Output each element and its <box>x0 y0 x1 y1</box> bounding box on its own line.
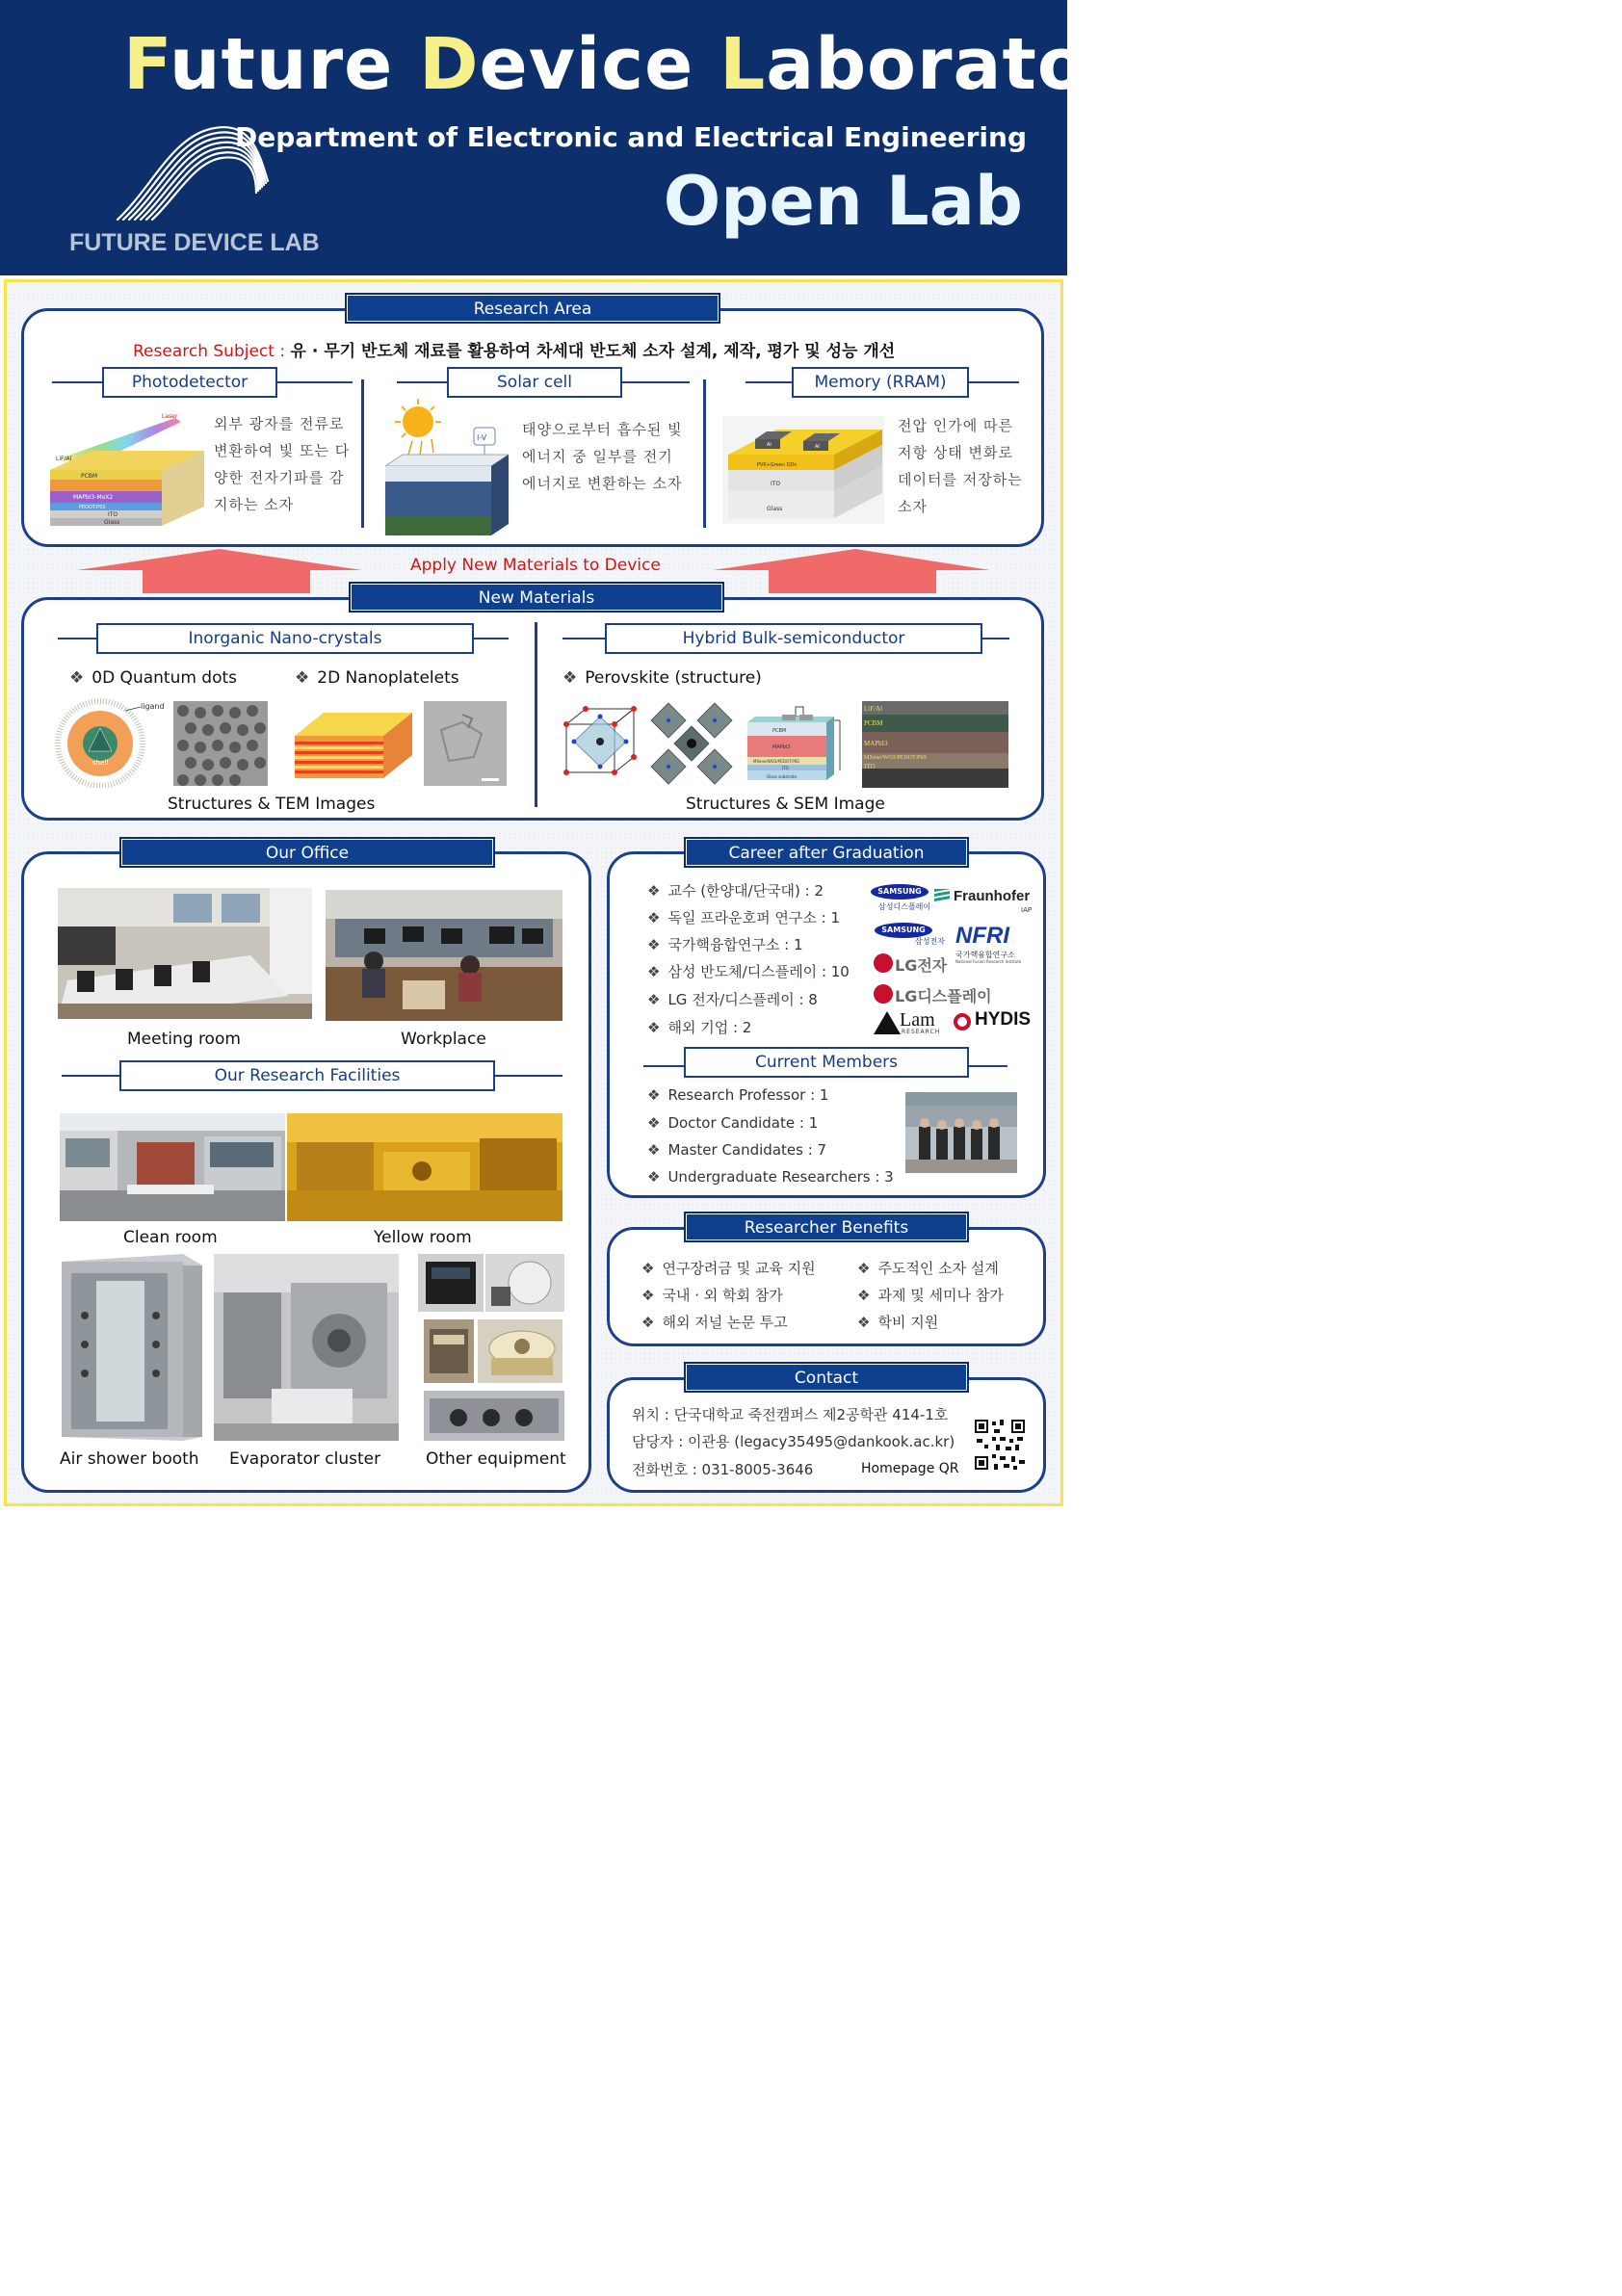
tem-image-npl <box>424 701 507 786</box>
career-item-text: LG 전자/디스플레이 : 8 <box>667 991 818 1008</box>
diamond-bullet-icon: ❖ <box>641 1287 655 1304</box>
samsung-electronics-logo: SAMSUNG <box>875 923 932 938</box>
hydis-logo: HYDIS <box>975 1009 1032 1030</box>
npl-label: 2D Nanoplatelets <box>317 668 459 688</box>
career-item-text: 삼성 반도체/디스플레이 : 10 <box>667 963 850 980</box>
career-item-text: 교수 (한양대/단국대) : 2 <box>667 882 824 900</box>
diamond-bullet-icon: ❖ <box>641 1260 655 1277</box>
benefit-item-text: 학비 지원 <box>877 1314 939 1331</box>
sem-layer-label: LiF/Al <box>864 705 883 713</box>
device-layer-label: PCBM <box>772 728 787 734</box>
rram-diagram <box>722 416 884 524</box>
member-item <box>647 1114 818 1132</box>
nfri-sub2: National Fusion Research Institute <box>955 959 1022 964</box>
contact-phone: 전화번호 : 031-8005-3646 <box>632 1461 814 1478</box>
evaporator-photo <box>214 1254 399 1441</box>
sem-layer-label: MAPbI3 <box>864 740 888 747</box>
new-materials-heading: New Materials <box>349 582 724 613</box>
yellow-room-photo <box>287 1113 562 1221</box>
diamond-bullet-icon: ❖ <box>647 1019 661 1036</box>
diamond-bullet-icon: ❖ <box>857 1287 871 1304</box>
members-group-photo <box>905 1092 1017 1173</box>
benefit-item <box>857 1285 1004 1305</box>
hybrid-title: Hybrid Bulk-semiconductor <box>605 623 982 654</box>
diamond-bullet-icon: ❖ <box>562 668 578 688</box>
fraunhofer-icon <box>934 888 950 901</box>
device-layer-label: MXene/WO3/PEDOT:PSS <box>753 759 799 764</box>
evaporator-label: Evaporator cluster <box>229 1449 381 1469</box>
title-letter-f: F <box>123 23 170 106</box>
contact-location: 위치 : 단국대학교 죽전캠퍼스 제2공학관 414-1호 <box>632 1406 949 1423</box>
perovskite-cube-diagram <box>559 703 641 786</box>
members-heading: Current Members <box>684 1047 969 1078</box>
diamond-bullet-icon: ❖ <box>647 1168 661 1186</box>
benefit-item-text: 국내 · 외 학회 참가 <box>662 1287 783 1304</box>
homepage-qr-label: Homepage QR <box>861 1461 959 1476</box>
benefit-item <box>641 1285 783 1305</box>
device-layer-label: MAPbI3 <box>772 744 791 750</box>
title-letter-l: L <box>719 23 767 106</box>
perovskite-bullet <box>562 668 762 688</box>
logo-text: FUTURE DEVICE LAB <box>69 229 320 256</box>
samsung-display-logo: SAMSUNG <box>871 884 929 900</box>
benefit-item-text: 연구장려금 및 교육 지원 <box>662 1260 816 1277</box>
diamond-bullet-icon: ❖ <box>647 963 661 980</box>
nanoplatelet-diagram <box>287 707 416 786</box>
equipment-photo-4 <box>478 1319 562 1383</box>
member-item <box>647 1141 826 1159</box>
facilities-heading: Our Research Facilities <box>119 1060 495 1091</box>
diamond-bullet-icon: ❖ <box>647 991 661 1008</box>
yellow-room-label: Yellow room <box>374 1228 472 1247</box>
equipment-photo-5 <box>424 1391 564 1441</box>
member-item-text: Undergraduate Researchers : 3 <box>667 1168 894 1186</box>
stack-label: ITO <box>771 481 781 487</box>
diamond-bullet-icon: ❖ <box>295 668 310 688</box>
member-item-text: Doctor Candidate : 1 <box>667 1114 819 1132</box>
stack-label: Glass <box>104 519 120 526</box>
career-item-text: 해외 기업 : 2 <box>667 1019 752 1036</box>
workplace-label: Workplace <box>401 1030 486 1049</box>
perovskite-device-diagram <box>744 703 855 788</box>
benefit-item-text: 주도적인 소자 설계 <box>877 1260 999 1277</box>
career-heading: Career after Graduation <box>684 837 969 868</box>
lg-logo-icon <box>874 953 893 973</box>
fraunhofer-logo: Fraunhofer <box>954 888 1031 904</box>
device-layer-label: Glass substrate <box>767 774 798 779</box>
tem-image-qd <box>173 701 268 786</box>
hydis-logo-icon <box>954 1013 971 1031</box>
other-equipment-label: Other equipment <box>426 1449 566 1469</box>
workplace-photo <box>326 890 562 1021</box>
clean-room-photo <box>60 1113 285 1221</box>
sem-layer-label: ITO <box>864 763 876 770</box>
stack-label: Al <box>767 442 772 448</box>
department-name: Department of Electronic and Electrical Engineering <box>235 121 1027 153</box>
title-part: evice <box>479 23 720 106</box>
benefit-item-text: 과제 및 세미나 참가 <box>877 1287 1004 1304</box>
qd-bullet <box>69 668 237 688</box>
career-item <box>647 1017 751 1037</box>
divider-line <box>703 379 706 528</box>
memory-title: Memory (RRAM) <box>792 367 969 398</box>
diamond-bullet-icon: ❖ <box>69 668 85 688</box>
lab-title <box>123 23 1170 106</box>
member-item-text: Research Professor : 1 <box>667 1086 829 1104</box>
diamond-bullet-icon: ❖ <box>647 1114 661 1132</box>
up-arrow-icon <box>77 549 362 593</box>
benefits-heading: Researcher Benefits <box>684 1212 969 1242</box>
stack-label: MAPbI3-MoX2 <box>73 494 114 501</box>
open-lab-title: Open Lab <box>663 162 1023 241</box>
solar-cell-title: Solar cell <box>447 367 622 398</box>
air-shower-photo <box>39 1248 204 1441</box>
office-heading: Our Office <box>119 837 495 868</box>
diamond-bullet-icon: ❖ <box>857 1314 871 1331</box>
diamond-bullet-icon: ❖ <box>647 1141 661 1159</box>
research-subject <box>133 337 895 361</box>
solar-cell-description: 태양으로부터 흡수된 빛 에너지 중 일부를 전기 에너지로 변환하는 소자 <box>522 421 683 492</box>
stack-label: PEDOT:PSS <box>79 505 106 510</box>
photodetector-description: 외부 광자를 전류로 변환하여 빛 또는 다양한 전자기파를 감지하는 소자 <box>214 415 351 513</box>
memory-description: 전압 인가에 따른 저항 상태 변화로 데이터를 저장하는 소자 <box>898 417 1023 515</box>
benefit-item-text: 해외 저널 논문 투고 <box>662 1314 788 1331</box>
stack-label: PCBM <box>81 473 98 480</box>
nfri-sub: 국가핵융합연구소 <box>955 951 1015 959</box>
diamond-bullet-icon: ❖ <box>647 882 661 900</box>
diamond-bullet-icon: ❖ <box>647 936 661 953</box>
iv-label: I-V <box>477 433 487 442</box>
header-banner <box>0 0 1171 275</box>
benefit-item <box>857 1312 938 1332</box>
qr-code-icon[interactable] <box>973 1418 1027 1472</box>
air-shower-label: Air shower booth <box>60 1449 199 1469</box>
career-item-text: 국가핵융합연구소 : 1 <box>667 936 803 953</box>
sem-layer-label: PCBM <box>864 719 883 727</box>
career-item <box>647 961 850 981</box>
nfri-logo: NFRI <box>955 923 1009 949</box>
career-item <box>647 880 824 900</box>
lam-research-icon <box>874 1011 901 1034</box>
sem-layer-label: MXene/WO3/PEDOT:PSS <box>864 755 928 761</box>
member-item-text: Master Candidates : 7 <box>667 1141 827 1159</box>
lg-electronics-logo: LG전자 <box>895 956 948 975</box>
npl-bullet <box>295 668 459 688</box>
ligand-label: ligand <box>141 702 165 711</box>
up-arrow-icon <box>713 549 990 593</box>
research-subject-text: 유 · 무기 반도체 재료를 활용하여 차세대 반도체 소자 설계, 제작, 평가 및 성능 개선 <box>290 342 896 361</box>
meeting-room-label: Meeting room <box>127 1030 241 1049</box>
lg-display-logo: LG디스플레이 <box>895 987 992 1005</box>
lg-logo-icon <box>874 984 893 1004</box>
lam-logo: Lam <box>900 1009 935 1031</box>
inorganic-title: Inorganic Nano-crystals <box>96 623 474 654</box>
title-part: uture <box>169 23 420 106</box>
equipment-photo-3 <box>424 1319 474 1383</box>
member-item <box>647 1168 894 1186</box>
qd-label: 0D Quantum dots <box>92 668 238 688</box>
solar-cell-diagram <box>385 399 509 535</box>
divider-line <box>361 379 364 528</box>
perovskite-label: Perovskite (structure) <box>585 668 762 688</box>
career-item <box>647 907 840 927</box>
benefit-item <box>641 1258 816 1278</box>
photodetector-title: Photodetector <box>102 367 277 398</box>
equipment-photo-1 <box>418 1254 484 1312</box>
member-item <box>647 1086 828 1104</box>
lab-logo-icon <box>114 119 277 227</box>
samsung-electronics-sub: 삼성전자 <box>915 937 945 946</box>
equipment-photo-2 <box>485 1254 564 1312</box>
samsung-display-sub: 삼성디스플레이 <box>878 902 931 911</box>
career-item <box>647 934 803 954</box>
clean-room-label: Clean room <box>123 1228 218 1247</box>
benefit-item <box>641 1312 788 1332</box>
stack-label: Al <box>815 444 820 450</box>
research-subject-label: Research Subject : <box>133 342 286 361</box>
hybrid-caption: Structures & SEM Image <box>686 795 885 814</box>
lam-sub: RESEARCH <box>902 1029 941 1035</box>
meeting-room-photo <box>58 888 312 1019</box>
photodetector-diagram <box>50 412 206 528</box>
diamond-bullet-icon: ❖ <box>647 909 661 926</box>
stack-label: Glass <box>767 506 783 512</box>
contact-person[interactable]: 담당자 : 이관용 (legacy35495@dankook.ac.kr) <box>632 1433 955 1450</box>
research-area-heading: Research Area <box>345 293 720 324</box>
inorganic-caption: Structures & TEM Images <box>168 795 376 814</box>
apply-text: Apply New Materials to Device <box>410 556 661 575</box>
career-item <box>647 989 818 1009</box>
benefit-item <box>857 1258 999 1278</box>
quantum-dot-diagram <box>54 697 168 788</box>
fraunhofer-sub: IAP <box>1021 906 1033 914</box>
diamond-bullet-icon: ❖ <box>641 1314 655 1331</box>
title-part: aboratory <box>766 23 1171 106</box>
stack-label: LiF/Al <box>56 456 72 462</box>
device-layer-label: ITO <box>782 766 789 770</box>
divider-line <box>535 622 537 807</box>
sem-image <box>862 701 1008 788</box>
perovskite-octahedra-diagram <box>645 701 738 788</box>
contact-heading: Contact <box>684 1362 969 1393</box>
title-letter-d: D <box>419 23 480 106</box>
stack-label: ITO <box>108 511 118 518</box>
career-item-text: 독일 프라운호퍼 연구소 : 1 <box>667 909 841 926</box>
stack-label: PVK+Green QDs <box>757 462 798 468</box>
diamond-bullet-icon: ❖ <box>857 1260 871 1277</box>
shell-label: shell <box>92 759 109 767</box>
stack-label: Laser <box>162 413 178 420</box>
diamond-bullet-icon: ❖ <box>647 1086 661 1104</box>
